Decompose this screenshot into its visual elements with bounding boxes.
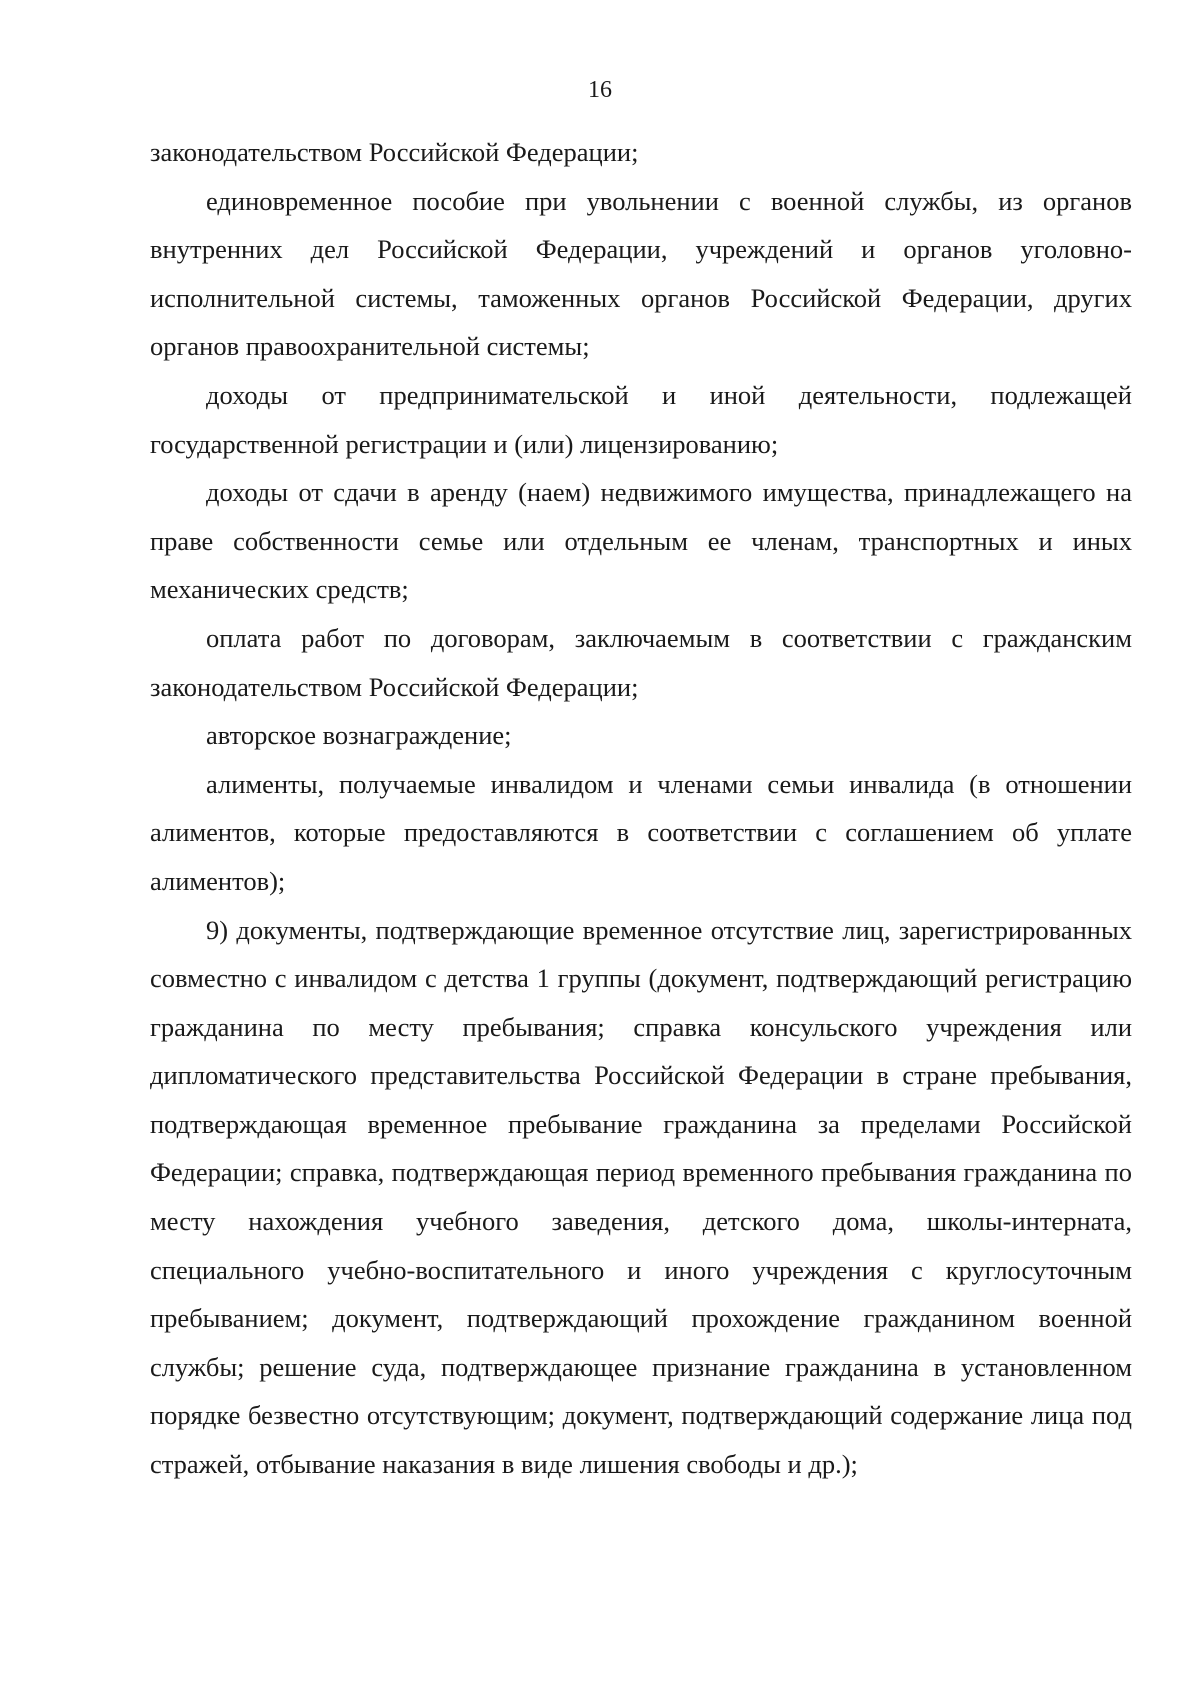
paragraph-contract-payment: оплата работ по договорам, заключаемым в соответствии с гражданским законодательством Российской Федерации; [150, 622, 1132, 702]
paragraph-royalties: авторское вознаграждение; [206, 720, 512, 751]
paragraph-severance-allowance: единовременное пособие при увольнении с военной службы, из органов внутренних дел Российской Федерации, учреждений и органов уголовно-исполнительной системы, таможенных органов Российской Федерации, других органов правоохранительной системы; [150, 185, 1132, 362]
paragraph-alimony: алименты, получаемые инвалидом и членами семьи инвалида (в отношении алиментов, которые предоставляются в соответствии с соглашением об уплате алиментов); [150, 768, 1132, 896]
document-body [150, 128, 1132, 1489]
paragraph-continuation: законодательством Российской Федерации; [150, 137, 639, 167]
paragraph-item-9-documents: 9) документы, подтверждающие временное отсутствие лиц, зарегистрированных совместно с инвалидом с детства 1 группы (документ, подтверждающий регистрацию гражданина по месту пребывания; справка консульского учреждения или дипломатического представительства Российской Федерации в стране пребывания, подтверждающая временное пребывание гражданина за пределами Российской Федерации; справка, подтверждающая период временного пребывания гражданина по месту нахождения учебного заведения, детского дома, школы-интерната, специального учебно-воспитательного и иного учреждения с круглосуточным пребыванием; документ, подтверждающий прохождение гражданином военной службы; решение суда, подтверждающее признание гражданина в установленном порядке безвестно отсутствующим; документ, подтверждающий содержание лица под стражей, отбывание наказания в виде лишения свободы и др.); [150, 914, 1132, 1480]
paragraph-business-income: доходы от предпринимательской и иной деятельности, подлежащей государственной регистрации и (или) лицензированию; [150, 379, 1132, 459]
paragraph-rental-income: доходы от сдачи в аренду (наем) недвижимого имущества, принадлежащего на праве собственности семье или отдельным ее членам, транспортных и иных механических средств; [150, 477, 1132, 605]
page-number: 16 [588, 77, 612, 103]
